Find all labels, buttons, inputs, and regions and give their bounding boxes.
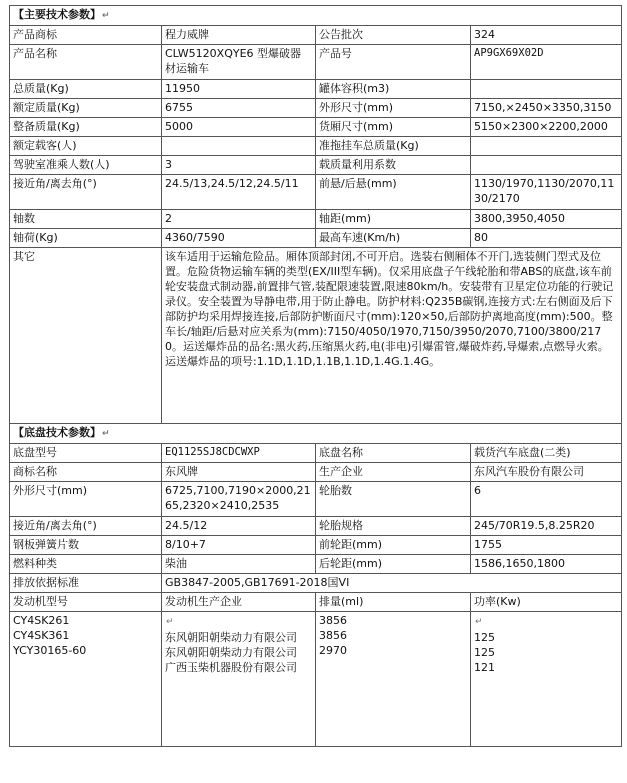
list-item: 125	[474, 631, 495, 644]
main-section-title: 【主要技术参数】↵	[10, 6, 622, 26]
row-value	[471, 156, 622, 175]
row-label: 底盘型号	[10, 444, 162, 463]
table-row	[10, 156, 622, 175]
table-row	[10, 555, 622, 574]
table-row	[10, 444, 622, 463]
list-item: YCY30165-60	[13, 644, 87, 657]
list-item: 3856	[319, 629, 347, 642]
list-item: 东风朝阳朝柴动力有限公司	[165, 646, 297, 659]
row-value: 载货汽车底盘(二类)	[471, 444, 622, 463]
row-value: 1755	[471, 536, 622, 555]
row-label: 产品名称	[10, 45, 162, 80]
row-label: 准拖挂车总质量(Kg)	[316, 137, 471, 156]
table-row	[10, 248, 622, 424]
row-label: 钢板弹簧片数	[10, 536, 162, 555]
engine-header-model: 发动机型号	[10, 593, 162, 612]
emission-label: 排放依据标准	[10, 574, 162, 593]
row-value: 24.5/13,24.5/12,24.5/11	[162, 175, 316, 210]
other-description: 该车适用于运输危险品。厢体顶部封闭,不可开启。选装右侧厢体不开门,选装侧门型式及位置。危险货物运输车辆的类型(EX/III型车辆)。仅采用底盘子午线轮胎和带ABS的底盘,该车前轮安装盘式制动器,前置排气管,装配限速装置,限速80km/h。安装带有卫星定位功能的行驶记录仪。安全装置为导静电带,用于防止静电。防护材料:Q235B碳钢,连接方式:左右侧面及后下部防护均采用焊接连接,后部防护断面尺寸(mm):120×50,后部防护离地高度(mm):500。整车长/轴距/后悬对应关系为(mm):7150/4050/1970,7150/3950/2070,7100/3800/2170。运送爆炸品的品名:黑火药,压缩黑火药,电(非电)引爆雷管,爆破炸药,导爆索,点燃导火索。运送爆炸品的项号:1.1D,1.1D,1.1B,1.1D,1.4G.1.4G。	[162, 248, 622, 424]
row-label: 载质量利用系数	[316, 156, 471, 175]
row-label: 前轮距(mm)	[316, 536, 471, 555]
row-label: 底盘名称	[316, 444, 471, 463]
row-label: 额定载客(人)	[10, 137, 162, 156]
row-label: 燃料种类	[10, 555, 162, 574]
row-label: 额定质量(Kg)	[10, 99, 162, 118]
table-row	[10, 80, 622, 99]
row-value: 245/70R19.5,8.25R20	[471, 517, 622, 536]
row-label: 外形尺寸(mm)	[316, 99, 471, 118]
table-row	[10, 137, 622, 156]
row-value: 3	[162, 156, 316, 175]
row-value: 5150×2300×2200,2000	[471, 118, 622, 137]
table-row	[10, 175, 622, 210]
table-row	[10, 229, 622, 248]
row-label: 罐体容积(m3)	[316, 80, 471, 99]
list-item: 125	[474, 646, 495, 659]
list-item: 东风朝阳朝柴动力有限公司	[165, 631, 297, 644]
row-label: 前悬/后悬(mm)	[316, 175, 471, 210]
list-item: 广西玉柴机器股份有限公司	[165, 661, 297, 674]
engine-models	[10, 612, 162, 747]
row-value: 程力威牌	[162, 26, 316, 45]
row-value: 3800,3950,4050	[471, 210, 622, 229]
row-value: 4360/7590	[162, 229, 316, 248]
table-row	[10, 574, 622, 593]
engine-header-displacement: 排量(ml)	[316, 593, 471, 612]
other-label: 其它	[10, 248, 162, 424]
engine-header-manufacturer: 发动机生产企业	[162, 593, 316, 612]
table-row	[10, 210, 622, 229]
row-label: 生产企业	[316, 463, 471, 482]
row-value: 5000	[162, 118, 316, 137]
row-value	[471, 137, 622, 156]
list-item: 3856	[319, 614, 347, 627]
row-label: 轮胎规格	[316, 517, 471, 536]
engine-header-row	[10, 593, 622, 612]
list-item: CY4SK361	[13, 629, 70, 642]
row-label: 产品商标	[10, 26, 162, 45]
row-value: CLW5120XQYE6 型爆破器材运输车	[162, 45, 316, 80]
table-row	[10, 463, 622, 482]
row-label: 轴距(mm)	[316, 210, 471, 229]
row-value: AP9GX69X02D	[471, 45, 622, 80]
row-value: 柴油	[162, 555, 316, 574]
row-value: 11950	[162, 80, 316, 99]
table-row	[10, 118, 622, 137]
emission-value: GB3847-2005,GB17691-2018国VI	[162, 574, 622, 593]
row-label: 公告批次	[316, 26, 471, 45]
spec-table	[9, 5, 622, 747]
engine-header-power: 功率(Kw)	[471, 593, 622, 612]
row-value: 1586,1650,1800	[471, 555, 622, 574]
row-label: 接近角/离去角(°)	[10, 517, 162, 536]
row-label: 后轮距(mm)	[316, 555, 471, 574]
table-row	[10, 26, 622, 45]
engine-powers: ↵ 125 125 121	[471, 612, 622, 747]
row-value: 6725,7100,7190×2000,2165,2320×2410,2535	[162, 482, 316, 517]
table-row	[10, 536, 622, 555]
row-label: 总质量(Kg)	[10, 80, 162, 99]
row-label: 整备质量(Kg)	[10, 118, 162, 137]
row-value: 东风汽车股份有限公司	[471, 463, 622, 482]
row-value: 6	[471, 482, 622, 517]
chassis-section-title: 【底盘技术参数】↵	[10, 424, 622, 444]
row-label: 货厢尺寸(mm)	[316, 118, 471, 137]
row-label: 驾驶室准乘人数(人)	[10, 156, 162, 175]
row-label: 最高车速(Km/h)	[316, 229, 471, 248]
row-value: 2	[162, 210, 316, 229]
engine-manufacturers: ↵ 东风朝阳朝柴动力有限公司 东风朝阳朝柴动力有限公司 广西玉柴机器股份有限公司	[162, 612, 316, 747]
list-item: 121	[474, 661, 495, 674]
table-row	[10, 45, 622, 80]
row-label: 接近角/离去角(°)	[10, 175, 162, 210]
list-item: CY4SK261	[13, 614, 70, 627]
row-value	[162, 137, 316, 156]
row-label: 商标名称	[10, 463, 162, 482]
table-row	[10, 99, 622, 118]
row-value: 1130/1970,1130/2070,1130/2170	[471, 175, 622, 210]
row-value: 324	[471, 26, 622, 45]
row-label: 轴荷(Kg)	[10, 229, 162, 248]
row-value: EQ1125SJ8CDCWXP	[162, 444, 316, 463]
row-label: 产品号	[316, 45, 471, 80]
row-label: 轮胎数	[316, 482, 471, 517]
row-value: 6755	[162, 99, 316, 118]
list-item: 2970	[319, 644, 347, 657]
row-label: 外形尺寸(mm)	[10, 482, 162, 517]
row-value: 24.5/12	[162, 517, 316, 536]
row-value: 8/10+7	[162, 536, 316, 555]
engine-data-row	[10, 612, 622, 747]
engine-displacements	[316, 612, 471, 747]
row-label: 轴数	[10, 210, 162, 229]
row-value: 7150,×2450×3350,3150	[471, 99, 622, 118]
row-value: 东风牌	[162, 463, 316, 482]
row-value	[471, 80, 622, 99]
table-row	[10, 517, 622, 536]
row-value: 80	[471, 229, 622, 248]
table-row	[10, 482, 622, 517]
